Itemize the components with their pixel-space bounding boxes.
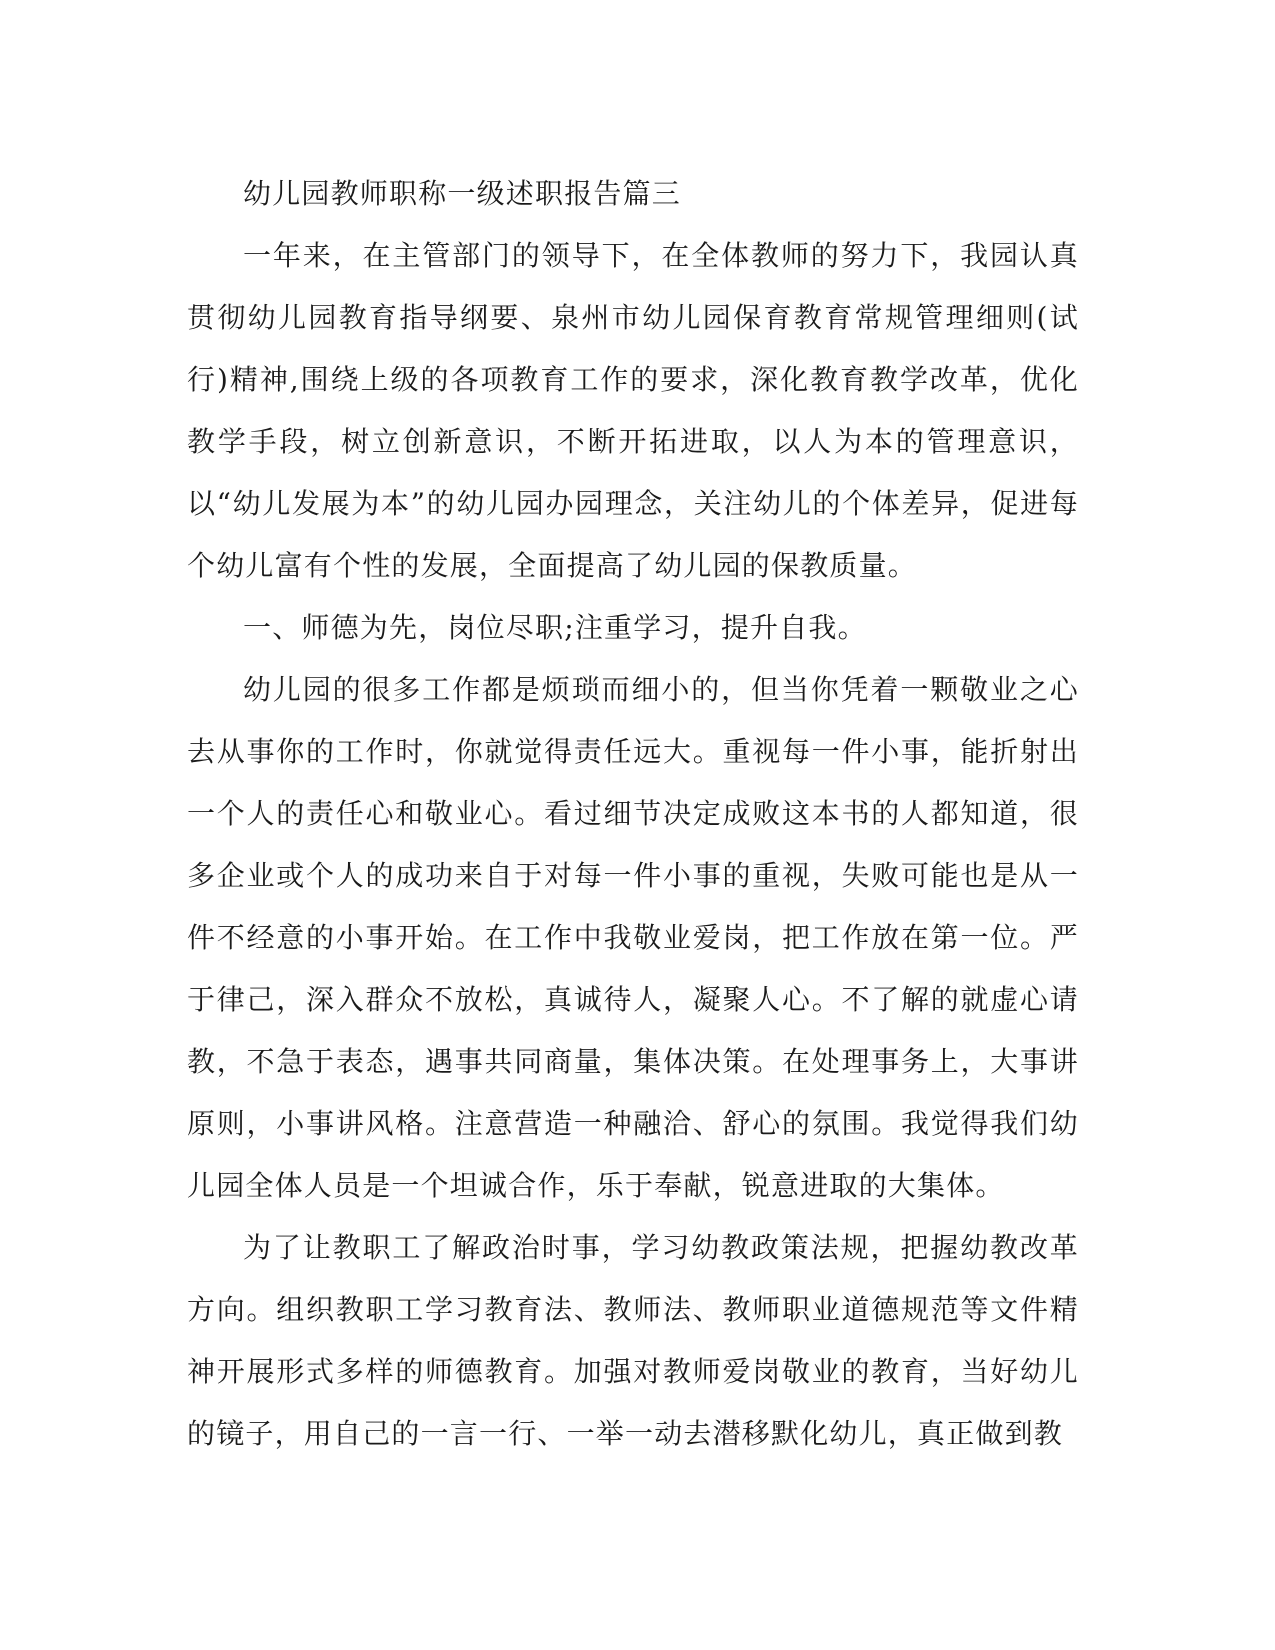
document-title: 幼儿园教师职称一级述职报告篇三 xyxy=(243,177,682,210)
document-body xyxy=(187,163,1079,1465)
paragraph-work-attitude: 幼儿园的很多工作都是烦琐而细小的，但当你凭着一颗敬业之心去从事你的工作时，你就觉得责任远大。重视每一件小事，能折射出一个人的责任心和敬业心。看过细节决定成败这本书的人都知道，很多企业或个人的成功来自于对每一件小事的重视，失败可能也是从一件不经意的小事开始。在工作中我敬业爱岗，把工作放在第一位。严于律己，深入群众不放松，真诚待人，凝聚人心。不了解的就虚心请教，不急于表态，遇事共同商量，集体决策。在处理事务上，大事讲原则，小事讲风格。注意营造一种融洽、舒心的氛围。我觉得我们幼儿园全体人员是一个坦诚合作，乐于奉献，锐意进取的大集体。 xyxy=(187,673,1079,1202)
section-heading-1: 一、师德为先，岗位尽职;注重学习，提升自我。 xyxy=(243,611,867,644)
paragraph-staff-learning: 为了让教职工了解政治时事，学习幼教政策法规，把握幼教改革方向。组织教职工学习教育法、教师法、教师职业道德规范等文件精神开展形式多样的师德教育。加强对教师爱岗敬业的教育，当好幼儿的镜子，用自己的一言一行、一举一动去潜移默化幼儿，真正做到教 xyxy=(187,1231,1079,1450)
paragraph-intro: 一年来，在主管部门的领导下，在全体教师的努力下，我园认真贯彻幼儿园教育指导纲要、泉州市幼儿园保育教育常规管理细则(试行)精神,围绕上级的各项教育工作的要求，深化教育教学改革，优化教学手段，树立创新意识，不断开拓进取，以人为本的管理意识，以“幼儿发展为本”的幼儿园办园理念，关注幼儿的个体差异，促进每个幼儿富有个性的发展，全面提高了幼儿园的保教质量。 xyxy=(187,239,1079,582)
